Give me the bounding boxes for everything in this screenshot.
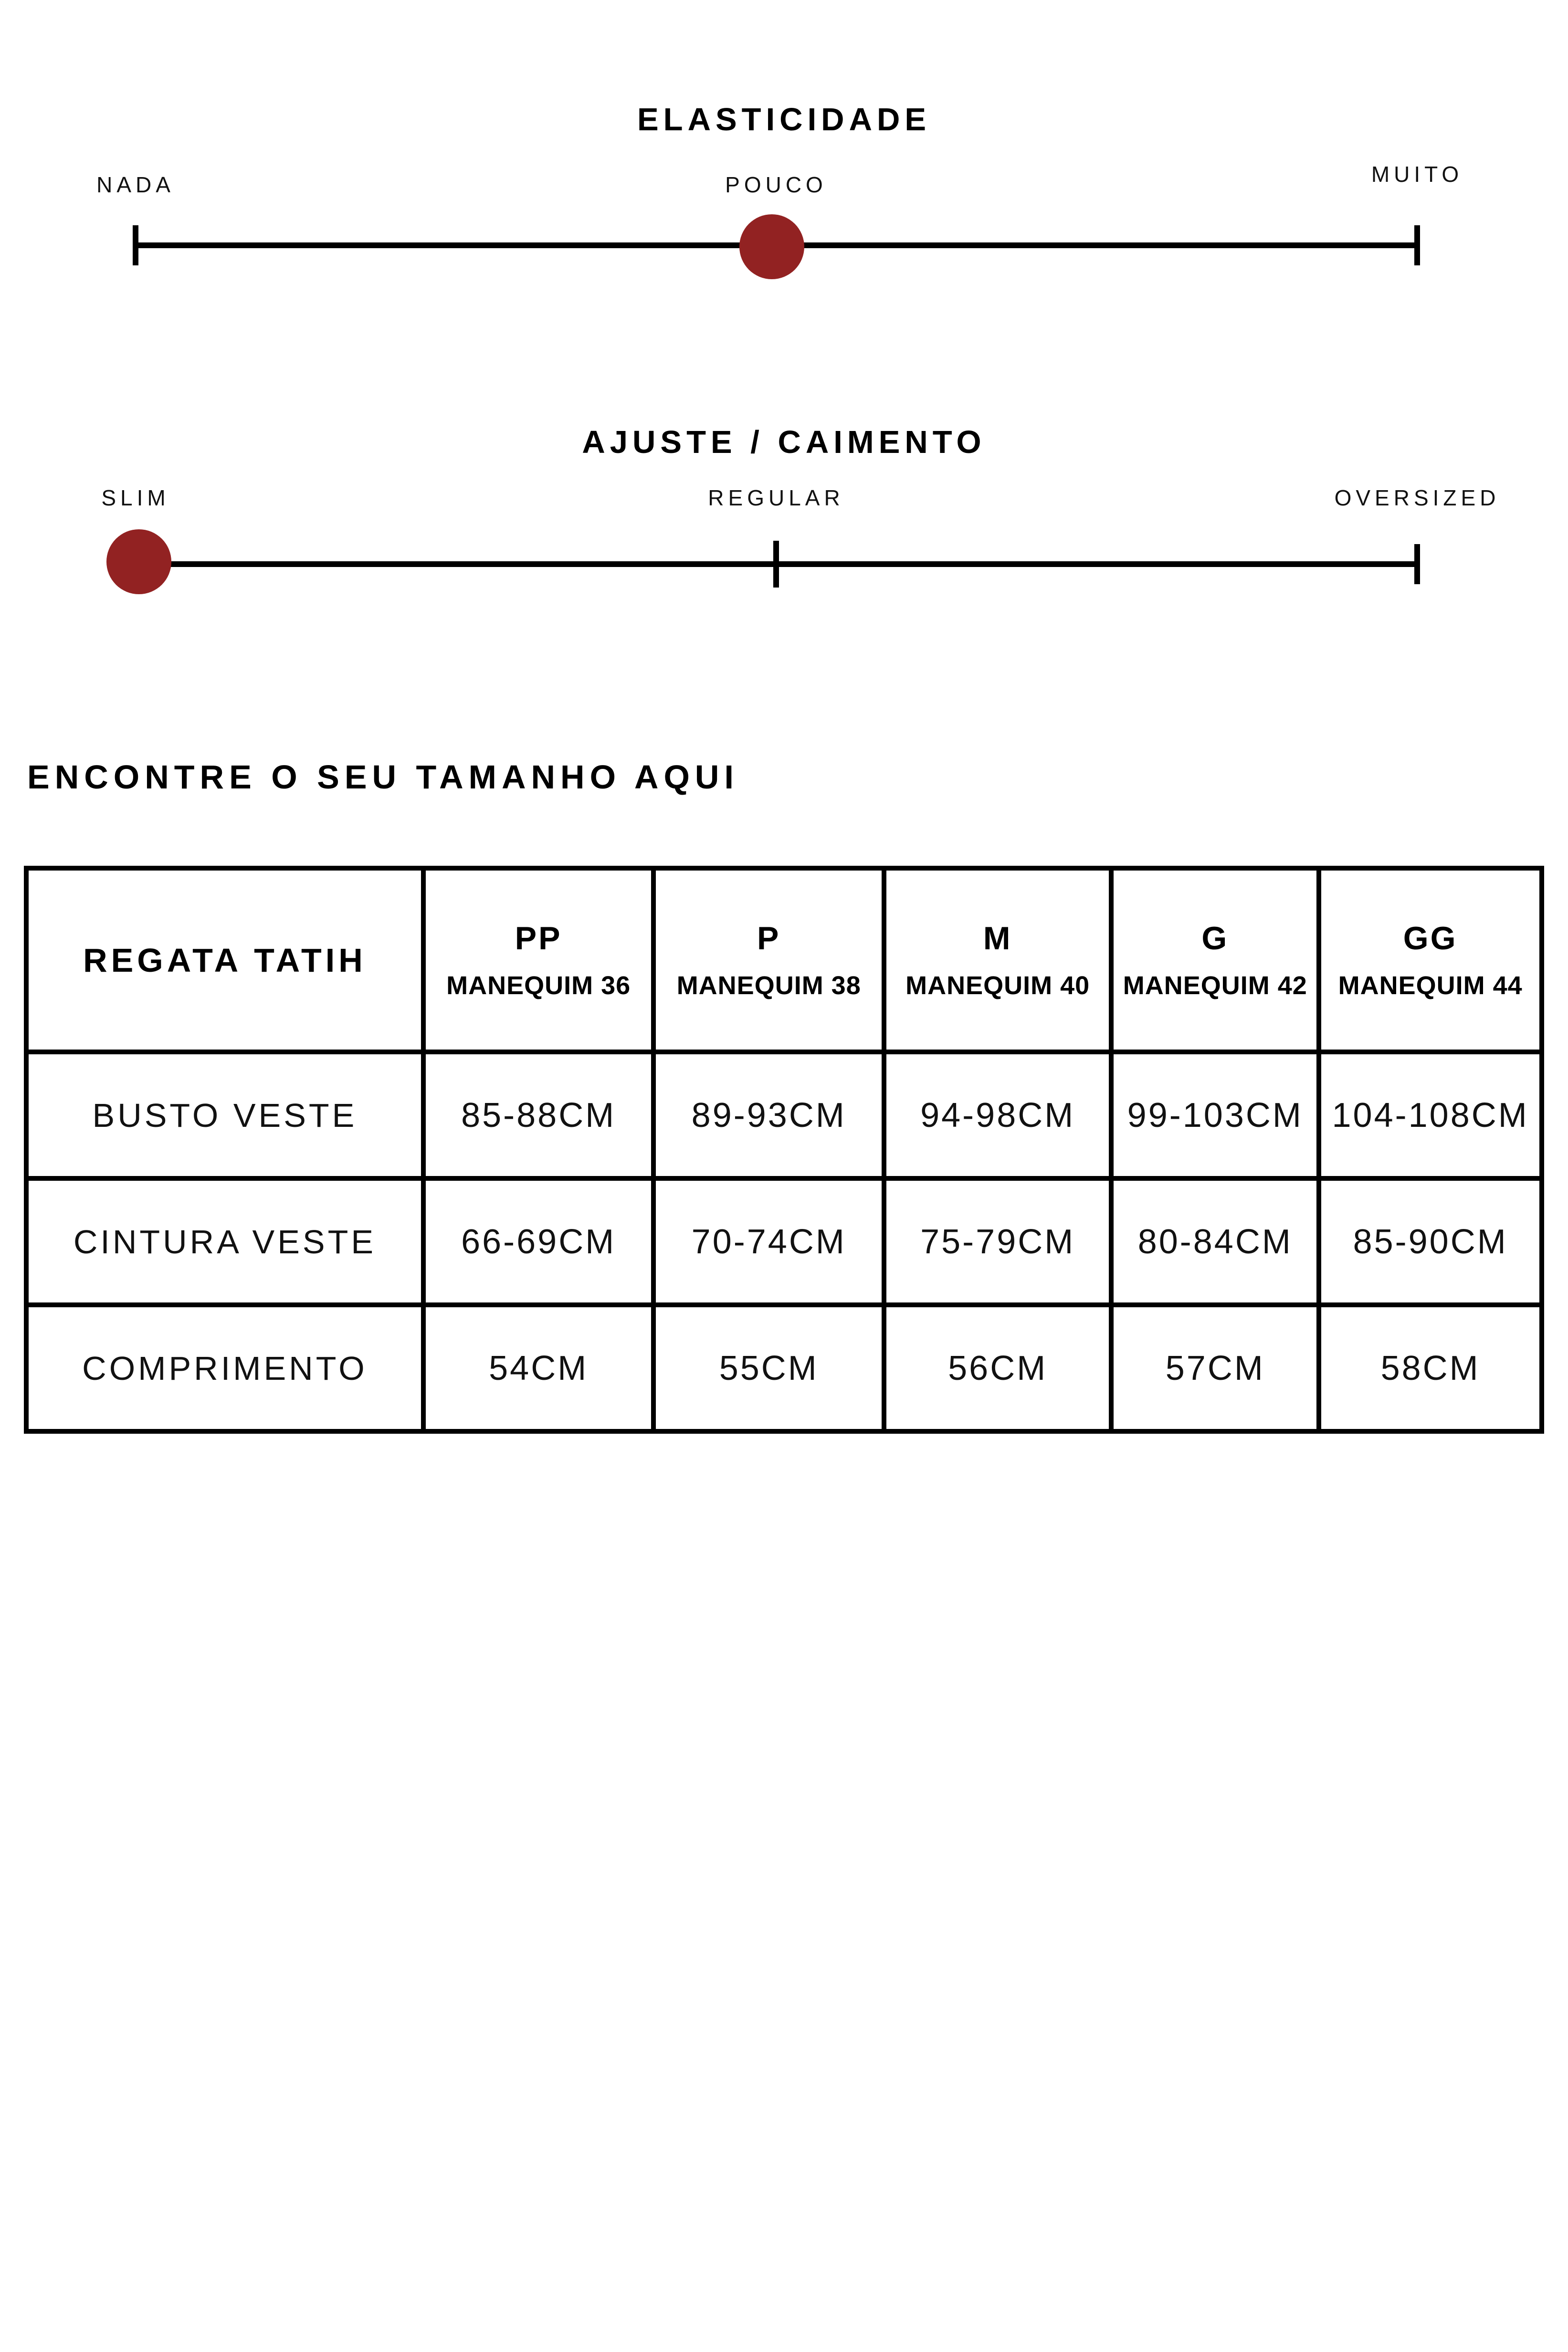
size-column-g xyxy=(1111,868,1319,1052)
size-table xyxy=(24,866,1544,1434)
elasticity-label-muito: MUITO xyxy=(1371,162,1463,187)
table-row-cintura xyxy=(26,1178,1542,1305)
measure-value: 58CM xyxy=(1380,1349,1480,1387)
elasticity-track-end-cap xyxy=(1414,225,1420,265)
elasticity-label-nada: NADA xyxy=(96,172,175,197)
measure-value: 54CM xyxy=(489,1349,589,1387)
measure-value: 85-88CM xyxy=(461,1096,616,1134)
size-column-gg xyxy=(1319,868,1542,1052)
mannequin-label: MANEQUIM 42 xyxy=(1123,971,1307,1000)
measure-value: 56CM xyxy=(948,1349,1048,1387)
fit-title: AJUSTE / CAIMENTO xyxy=(582,424,986,460)
fit-label-slim: SLIM xyxy=(101,485,170,510)
elasticity-handle-dot xyxy=(739,214,804,279)
fit-label-oversized: OVERSIZED xyxy=(1334,485,1500,510)
measure-value: 94-98CM xyxy=(920,1096,1075,1134)
size-code: P xyxy=(757,920,781,956)
mannequin-label: MANEQUIM 40 xyxy=(905,971,1090,1000)
row-label: COMPRIMENTO xyxy=(82,1349,368,1387)
measure-value: 104-108CM xyxy=(1332,1096,1529,1134)
measure-value: 55CM xyxy=(719,1349,819,1387)
measure-value: 75-79CM xyxy=(920,1222,1075,1261)
measure-value: 70-74CM xyxy=(691,1222,846,1261)
find-your-size-heading: ENCONTRE O SEU TAMANHO AQUI xyxy=(27,758,739,796)
fit-handle-dot xyxy=(106,529,171,594)
row-label: BUSTO VESTE xyxy=(92,1096,358,1134)
size-column-pp xyxy=(423,868,654,1052)
elasticity-title: ELASTICIDADE xyxy=(637,102,931,137)
size-code: M xyxy=(983,920,1012,956)
mannequin-label: MANEQUIM 36 xyxy=(446,971,631,1000)
fit-track-middle-tick xyxy=(773,541,779,588)
table-header-row xyxy=(26,868,1542,1052)
measure-value: 89-93CM xyxy=(691,1096,846,1134)
mannequin-label: MANEQUIM 38 xyxy=(676,971,861,1000)
table-row-comprimento xyxy=(26,1305,1542,1431)
product-name: REGATA TATIH xyxy=(83,941,367,979)
measure-value: 80-84CM xyxy=(1137,1222,1293,1261)
measure-value: 66-69CM xyxy=(461,1222,616,1261)
mannequin-label: MANEQUIM 44 xyxy=(1338,971,1523,1000)
fit-label-regular: REGULAR xyxy=(708,485,844,510)
size-column-m xyxy=(884,868,1111,1052)
measure-value: 99-103CM xyxy=(1127,1096,1303,1134)
size-code: PP xyxy=(515,920,562,956)
row-label: CINTURA VESTE xyxy=(73,1223,377,1260)
table-row-busto xyxy=(26,1052,1542,1178)
size-code: GG xyxy=(1403,920,1458,956)
size-column-p xyxy=(653,868,884,1052)
size-code: G xyxy=(1201,920,1229,956)
elasticity-label-pouco: POUCO xyxy=(725,172,827,197)
elasticity-track-start-cap xyxy=(133,225,138,265)
measure-value: 85-90CM xyxy=(1353,1222,1508,1261)
product-name-cell xyxy=(26,868,423,1052)
fit-track-end-cap xyxy=(1414,544,1420,584)
measure-value: 57CM xyxy=(1165,1349,1265,1387)
